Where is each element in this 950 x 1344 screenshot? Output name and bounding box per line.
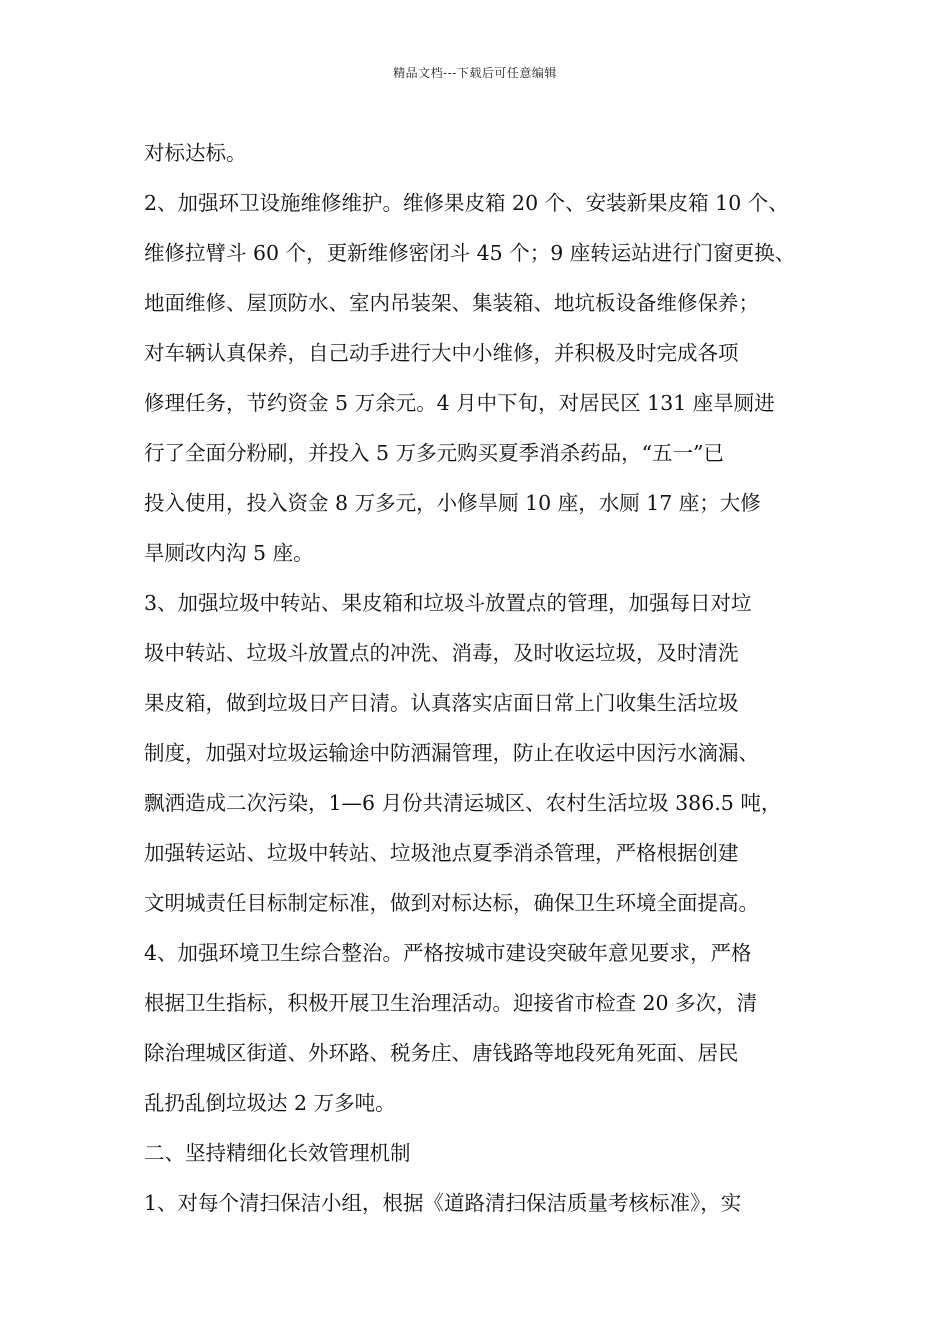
page-header: 精品文档---下载后可任意编辑 (393, 66, 557, 80)
text-line: 根据卫生指标，积极开展卫生治理活动。迎接省市检查 20 多次，清 (144, 991, 758, 1015)
text-line: 维修拉臂斗 60 个，更新维修密闭斗 45 个；9 座转运站进行门窗更换、 (144, 241, 796, 265)
text-line: 除治理城区街道、外环路、税务庄、唐钱路等地段死角死面、居民 (144, 1041, 739, 1065)
text-line: 加强转运站、垃圾中转站、垃圾池点夏季消杀管理，严格根据创建 (144, 841, 739, 865)
text-line: 1、对每个清扫保洁小组，根据《道路清扫保洁质量考核标准》，实 (144, 1191, 742, 1215)
text-line: 3、加强垃圾中转站、果皮箱和垃圾斗放置点的管理，加强每日对垃 (144, 591, 752, 615)
text-line: 对车辆认真保养，自己动手进行大中小维修，并积极及时完成各项 (144, 341, 739, 365)
text-line: 地面维修、屋顶防水、室内吊装架、集装箱、地坑板设备维修保养； (144, 291, 759, 315)
text-line: 修理任务，节约资金 5 万余元。4 月中下旬，对居民区 131 座旱厕进 (144, 391, 775, 415)
text-line: 对标达标。 (144, 141, 247, 165)
text-line: 2、加强环卫设施维修维护。维修果皮箱 20 个、安装新果皮箱 10 个、 (144, 191, 789, 215)
document-body (144, 128, 834, 1228)
text-line: 果皮箱，做到垃圾日产日清。认真落实店面日常上门收集生活垃圾 (144, 691, 739, 715)
text-line: 乱扔乱倒垃圾达 2 万多吨。 (144, 1091, 396, 1115)
text-line: 制度，加强对垃圾运输途中防洒漏管理，防止在收运中因污水滴漏、 (144, 741, 759, 765)
text-line: 文明城责任目标制定标准，做到对标达标，确保卫生环境全面提高。 (144, 891, 759, 915)
text-line: 圾中转站、垃圾斗放置点的冲洗、消毒，及时收运垃圾，及时清洗 (144, 641, 739, 665)
text-line: 行了全面分粉刷，并投入 5 万多元购买夏季消杀药品，“五一”已 (144, 441, 725, 465)
text-line: 投入使用，投入资金 8 万多元，小修旱厕 10 座，水厕 17 座；大修 (144, 491, 761, 515)
text-line: 飘洒造成二次污染，1—6 月份共清运城区、农村生活垃圾 386.5 吨， (144, 791, 782, 815)
text-line: 4、加强环境卫生综合整治。严格按城市建设突破年意见要求，严格 (144, 941, 752, 965)
text-line: 旱厕改内沟 5 座。 (144, 541, 314, 565)
section-heading: 二、坚持精细化长效管理机制 (144, 1141, 411, 1165)
